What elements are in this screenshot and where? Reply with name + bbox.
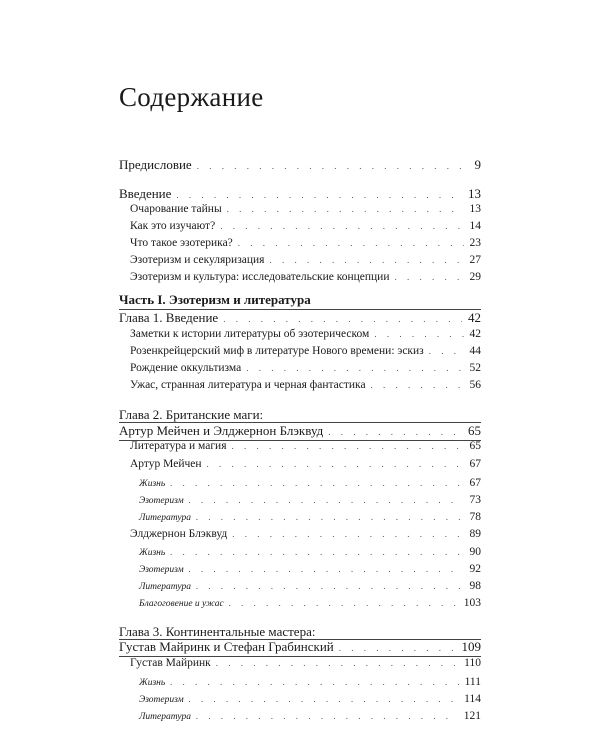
leader-dots	[238, 238, 464, 248]
entry-page: 56	[469, 379, 481, 391]
toc-entry[interactable]	[139, 546, 481, 558]
leader-dots	[232, 441, 464, 451]
entry-page: 65	[469, 440, 481, 452]
entry-title: Литература	[139, 712, 191, 722]
entry-title: Предисловие	[119, 157, 192, 172]
toc-entry[interactable]	[130, 345, 481, 357]
entry-title: Артур Мейчен	[130, 458, 202, 470]
toc-entry[interactable]	[139, 477, 481, 489]
entry-title: Эзотеризм	[139, 565, 184, 575]
leader-dots	[374, 329, 463, 339]
toc-entry-introduction[interactable]	[119, 186, 481, 202]
entry-page: 42	[468, 310, 481, 325]
toc-entry-chapter-2[interactable]	[119, 423, 481, 439]
leader-dots	[197, 161, 469, 171]
toc-entry-chapter-1[interactable]	[119, 310, 481, 326]
entry-title: Артур Мейчен и Элджернон Блэквуд	[119, 423, 324, 438]
entry-title: Жизнь	[139, 479, 166, 489]
entry-title: Ужас, странная литература и черная фантастика	[130, 379, 366, 391]
entry-page: 92	[469, 563, 481, 575]
entry-title: Очарование тайны	[130, 203, 222, 215]
leader-dots	[216, 658, 458, 668]
leader-dots	[232, 529, 463, 539]
toc-entry[interactable]	[130, 528, 481, 540]
leader-dots	[196, 512, 464, 522]
entry-title: Заметки к истории литературы об эзотерическом	[130, 328, 370, 340]
entry-page: 13	[468, 186, 481, 201]
page-title: Содержание	[119, 82, 264, 112]
entry-page: 73	[469, 494, 481, 506]
entry-title: Введение	[119, 186, 172, 201]
entry-page: 44	[469, 345, 481, 357]
leader-dots	[196, 711, 458, 721]
leader-dots	[227, 204, 464, 214]
leader-dots	[395, 272, 464, 282]
toc-entry[interactable]	[130, 237, 481, 249]
toc-entry[interactable]	[130, 328, 481, 340]
entry-page: 67	[469, 458, 481, 470]
entry-page: 27	[469, 254, 481, 266]
leader-dots	[220, 221, 463, 231]
entry-page: 89	[469, 528, 481, 540]
toc-entry[interactable]	[139, 580, 481, 592]
entry-title: Розенкрейцерский миф в литературе Нового времени: эскиз	[130, 345, 424, 357]
leader-dots	[176, 190, 462, 200]
leader-dots	[207, 459, 464, 469]
entry-title: Эзотеризм	[139, 496, 184, 506]
leader-dots	[189, 564, 464, 574]
entry-page: 13	[469, 203, 481, 215]
toc-entry[interactable]	[130, 458, 481, 470]
toc-entry[interactable]	[130, 203, 481, 215]
entry-title: Литература	[139, 582, 191, 592]
entry-title: Густав Майринк	[130, 657, 211, 669]
entry-title: Эзотеризм и культура: исследовательские концепции	[130, 271, 390, 283]
entry-page: 110	[464, 657, 481, 669]
leader-dots	[170, 478, 463, 488]
entry-page: 23	[469, 237, 481, 249]
entry-page: 109	[461, 639, 481, 654]
toc-entry[interactable]	[139, 597, 481, 609]
entry-page: 114	[464, 693, 481, 705]
entry-page: 90	[469, 546, 481, 558]
leader-dots	[229, 598, 458, 608]
toc-entry-chapter-3[interactable]	[119, 639, 481, 655]
chapter-heading: Глава 3. Континентальные мастера:	[119, 624, 316, 639]
toc-entry-preface[interactable]	[119, 157, 481, 173]
toc-entry[interactable]	[139, 710, 481, 722]
entry-title: Густав Майринк и Стефан Грабинский	[119, 639, 334, 654]
toc-entry[interactable]	[130, 440, 481, 452]
entry-page: 121	[463, 710, 481, 722]
entry-title: Рождение оккультизма	[130, 362, 242, 374]
leader-dots	[371, 380, 464, 390]
entry-page: 98	[469, 580, 481, 592]
toc-entry[interactable]	[139, 693, 481, 705]
toc-entry[interactable]	[130, 657, 481, 669]
entry-title: Что такое эзотерика?	[130, 237, 233, 249]
toc-entry[interactable]	[130, 254, 481, 266]
entry-page: 67	[469, 477, 481, 489]
entry-page: 29	[469, 271, 481, 283]
entry-title: Благоговение и ужас	[139, 599, 224, 609]
entry-title: Литература и магия	[130, 440, 227, 452]
leader-dots	[223, 314, 462, 324]
entry-title: Жизнь	[139, 548, 166, 558]
entry-page: 9	[474, 157, 481, 172]
entry-title: Эзотеризм и секуляризация	[130, 254, 265, 266]
leader-dots	[328, 427, 462, 437]
entry-title: Элджернон Блэквуд	[130, 528, 228, 540]
toc-entry[interactable]	[130, 271, 481, 283]
leader-dots	[339, 643, 456, 653]
leader-dots	[170, 677, 458, 687]
toc-entry[interactable]	[139, 563, 481, 575]
entry-page: 14	[469, 220, 481, 232]
toc-entry[interactable]	[130, 362, 481, 374]
entry-title: Эзотеризм	[139, 695, 184, 705]
entry-page: 65	[468, 423, 481, 438]
entry-title: Жизнь	[139, 678, 166, 688]
part-heading: Часть I. Эзотеризм и литература	[119, 292, 311, 307]
entry-title: Глава 1. Введение	[119, 310, 219, 325]
leader-dots	[269, 255, 463, 265]
leader-dots	[246, 363, 463, 373]
toc-entry[interactable]	[130, 379, 481, 391]
toc-entry[interactable]	[139, 494, 481, 506]
entry-page: 52	[469, 362, 481, 374]
leader-dots	[189, 694, 459, 704]
leader-dots	[196, 581, 464, 591]
entry-page: 42	[469, 328, 481, 340]
toc-entry[interactable]	[130, 220, 481, 232]
chapter-heading: Глава 2. Британские маги:	[119, 407, 264, 422]
leader-dots	[189, 495, 464, 505]
toc-entry[interactable]	[139, 676, 481, 688]
toc-entry[interactable]	[139, 511, 481, 523]
entry-title: Как это изучают?	[130, 220, 216, 232]
entry-page: 103	[463, 597, 481, 609]
leader-dots	[170, 547, 463, 557]
entry-page: 111	[464, 676, 481, 688]
entry-title: Литература	[139, 513, 191, 523]
entry-page: 78	[469, 511, 481, 523]
leader-dots	[429, 346, 464, 356]
